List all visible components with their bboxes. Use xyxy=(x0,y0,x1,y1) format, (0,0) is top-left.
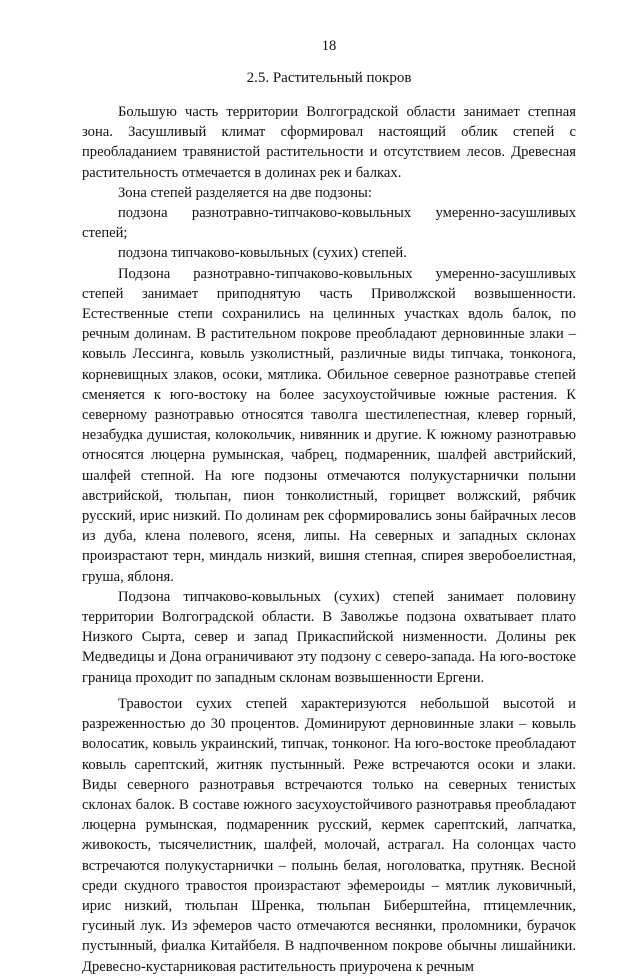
page-number: 18 xyxy=(321,38,337,54)
section-title: 2.5. Растительный покров xyxy=(246,70,412,86)
paragraph-subzone-item-1: подзона разнотравно-типчаково-ковыльных умеренно-засушливых степей; xyxy=(82,205,576,242)
paragraph-subzone-2-description: Подзона типчаково-ковыльных (сухих) степей занимает половину территории Волгоградской области. В Заволжье подзона охватывает плато Низкого Сырта, север и запад Прикаспийской низменности. Долины рек Медведицы и Дона ограничивают эту подзону с северо-запада. На юго-востоке граница проходит по западным склонам возвышенности Ергени. xyxy=(82,588,576,686)
paragraph-subzone-1-description: Подзона разнотравно-типчаково-ковыльных умеренно-засушливых степей занимает приподнятую часть Приволжской возвышенности. Естественные степи сохранились на целинных участках вдоль балок, по речным долинам. В растительном покрове преобладают дерновинные злаки – ковыль Лессинга, ковыль узколистный, различные виды типчака, тонконога, корневищных злаков, осоки, мятлика. Обильное северное разнотравье степей сменяется к юго-востоку на более засухоустойчивые южные растения. К северному разнотравью относятся таволга шестилепестная, клевер горный, незабудка душистая, колокольчик, нивянник и другие. К южному разнотравью относятся люцерна румынская, чабрец, подмаренник, шалфей австрийский, шалфей степной. На юге подзоны отмечаются полукустарнички полыни австрийской, тюльпан, пион тонколистный, горицвет волжский, рябчик русский, ирис низкий. По долинам рек сформировались зоны байрачных лесов из дуба, клена полевого, ясеня, липы. На северных и западных склонах произрастают терн, миндаль низкий, вишня степная, спирея зверобоелистная, груша, яблоня. xyxy=(82,265,576,585)
document-page xyxy=(82,36,576,977)
paragraph-subzone-item-2: подзона типчаково-ковыльных (сухих) степей. xyxy=(118,245,407,262)
paragraph-dry-steppe-vegetation: Травостои сухих степей характеризуются небольшой высотой и разреженностью до 30 процентов. Доминируют дерновинные злаки – ковыль волосатик, ковыль украинский, типчак, тонконог. На юго-востоке преобладают ковыль сарептский, житняк пустынный. Реже встречаются осоки и злаки. Виды северного разнотравья встречаются только на северных тенистых склонах балок. В составе южного засухоустойчивого разнотравья преобладают люцерна румынская, подмаренник русский, кермек сарептский, лапчатка, живокость, тысячелистник, шалфей, молочай, астрагал. На солонцах часто встречаются полукустарнички – полынь белая, ноголоватка, прутняк. Весной среди скудного травостоя произрастают эфемероиды – мятлик луковичный, ирис низкий, тюльпан Шренка, тюльпан Биберштейна, птицемлечник, гусиный лук. Из эфемеров часто отмечаются веснянки, проломники, бурачок пустынный, фиалка Китайбеля. В надпочвенном покрове обычны лишайники. Древесно-кустарниковая растительность приурочена к речным xyxy=(82,695,576,975)
paragraph-subzones-heading: Зона степей разделяется на две подзоны: xyxy=(118,184,372,201)
paragraph-intro: Большую часть территории Волгоградской области занимает степная зона. Засушливый климат сформировал настоящий облик степей с преобладанием травянистой растительности и отсутствием лесов. Древесная растительность отмечается в долинах рек и балках. xyxy=(82,104,576,181)
